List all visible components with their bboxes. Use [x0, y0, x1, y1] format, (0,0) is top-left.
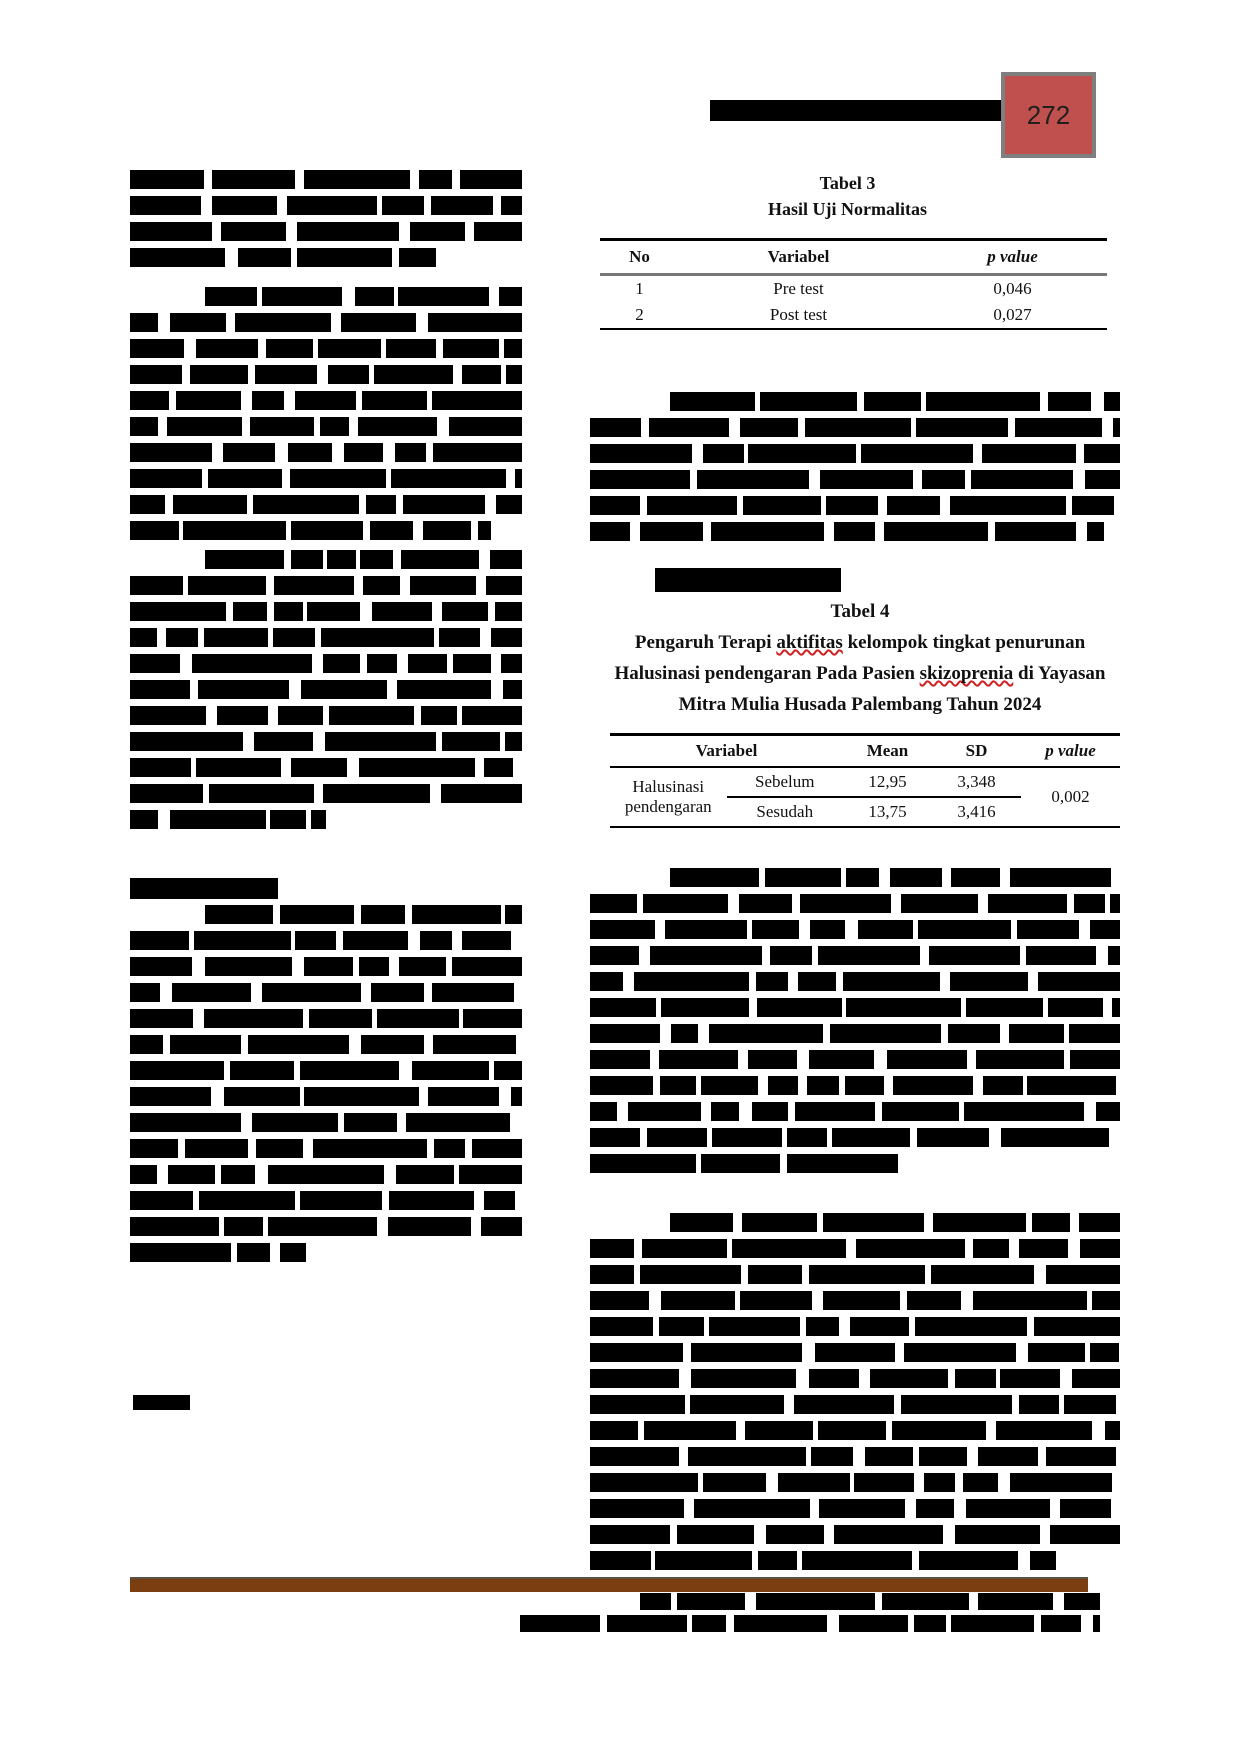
title-text: di Yayasan Mitra Mulia Husada Palembang Tahun 2024	[678, 663, 1106, 715]
table-header-row	[610, 735, 1120, 768]
redacted-header-title-bar	[710, 100, 1002, 121]
therapy-effect-table	[610, 733, 1120, 828]
redacted-paragraph	[590, 392, 1120, 548]
redacted-stray-word-bar	[133, 1395, 190, 1410]
redacted-paragraph	[130, 905, 522, 1139]
cell-pvalue: 0,046	[993, 279, 1032, 298]
redacted-paragraph	[130, 550, 522, 836]
col-header-pvalue: p value	[987, 247, 1038, 266]
table3-title: Hasil Uji Normalitas	[768, 199, 927, 219]
title-text: kelompok tingkat penurunan Halusinasi pendengaran Pada Pasien	[614, 632, 1086, 684]
cell-no: 2	[635, 305, 644, 324]
redacted-paragraph	[130, 1139, 522, 1269]
spellcheck-underlined-word: skizoprenia	[919, 663, 1014, 684]
col-header-mean: Mean	[866, 741, 909, 760]
table3-caption	[600, 170, 1095, 222]
col-header-sd: SD	[965, 741, 988, 760]
cell-no: 1	[635, 279, 644, 298]
cell-mean: 13,75	[868, 802, 907, 821]
page-number-badge	[1001, 72, 1096, 158]
table4-title	[598, 627, 1122, 720]
cell-variabel: Pre test	[773, 279, 824, 298]
spellcheck-underlined-word: aktifitas	[776, 632, 843, 653]
table-row	[600, 275, 1107, 303]
redacted-paragraph	[130, 170, 522, 274]
cell-sd: 3,348	[932, 767, 1021, 797]
cell-sd: 3,416	[957, 802, 996, 821]
footer-rule	[130, 1577, 1088, 1592]
table4-label: Tabel 4	[830, 601, 890, 622]
cell-condition: Sebelum	[727, 767, 844, 797]
table-header-row	[600, 240, 1107, 275]
redacted-paragraph	[130, 287, 522, 547]
col-header-pvalue: p value	[1045, 741, 1096, 760]
page-number: 272	[1026, 99, 1071, 130]
redacted-footer-citation	[520, 1593, 1100, 1637]
redacted-subheading-bar	[655, 568, 841, 592]
cell-mean: 12,95	[843, 767, 932, 797]
cell-condition: Sesudah	[756, 802, 814, 821]
redacted-section-heading-bar	[130, 878, 278, 899]
col-header-variabel: Variabel	[767, 247, 830, 266]
cell-pvalue: 0,002	[1051, 787, 1090, 806]
table3-label: Tabel 3	[819, 173, 876, 193]
normality-table	[600, 238, 1107, 330]
col-header-variabel: Variabel	[695, 741, 758, 760]
cell-variabel: Post test	[769, 305, 828, 324]
redacted-paragraph	[590, 868, 1120, 1180]
col-header-no: No	[629, 247, 650, 266]
table-row	[600, 302, 1107, 329]
cell-pvalue: 0,027	[993, 305, 1032, 324]
redacted-paragraph	[590, 1213, 1120, 1577]
title-text: Pengaruh Terapi	[634, 632, 777, 653]
cell-variable-name: Halusinasi pendengaran	[624, 777, 712, 816]
table-row	[610, 767, 1120, 797]
table4-caption	[598, 596, 1122, 720]
